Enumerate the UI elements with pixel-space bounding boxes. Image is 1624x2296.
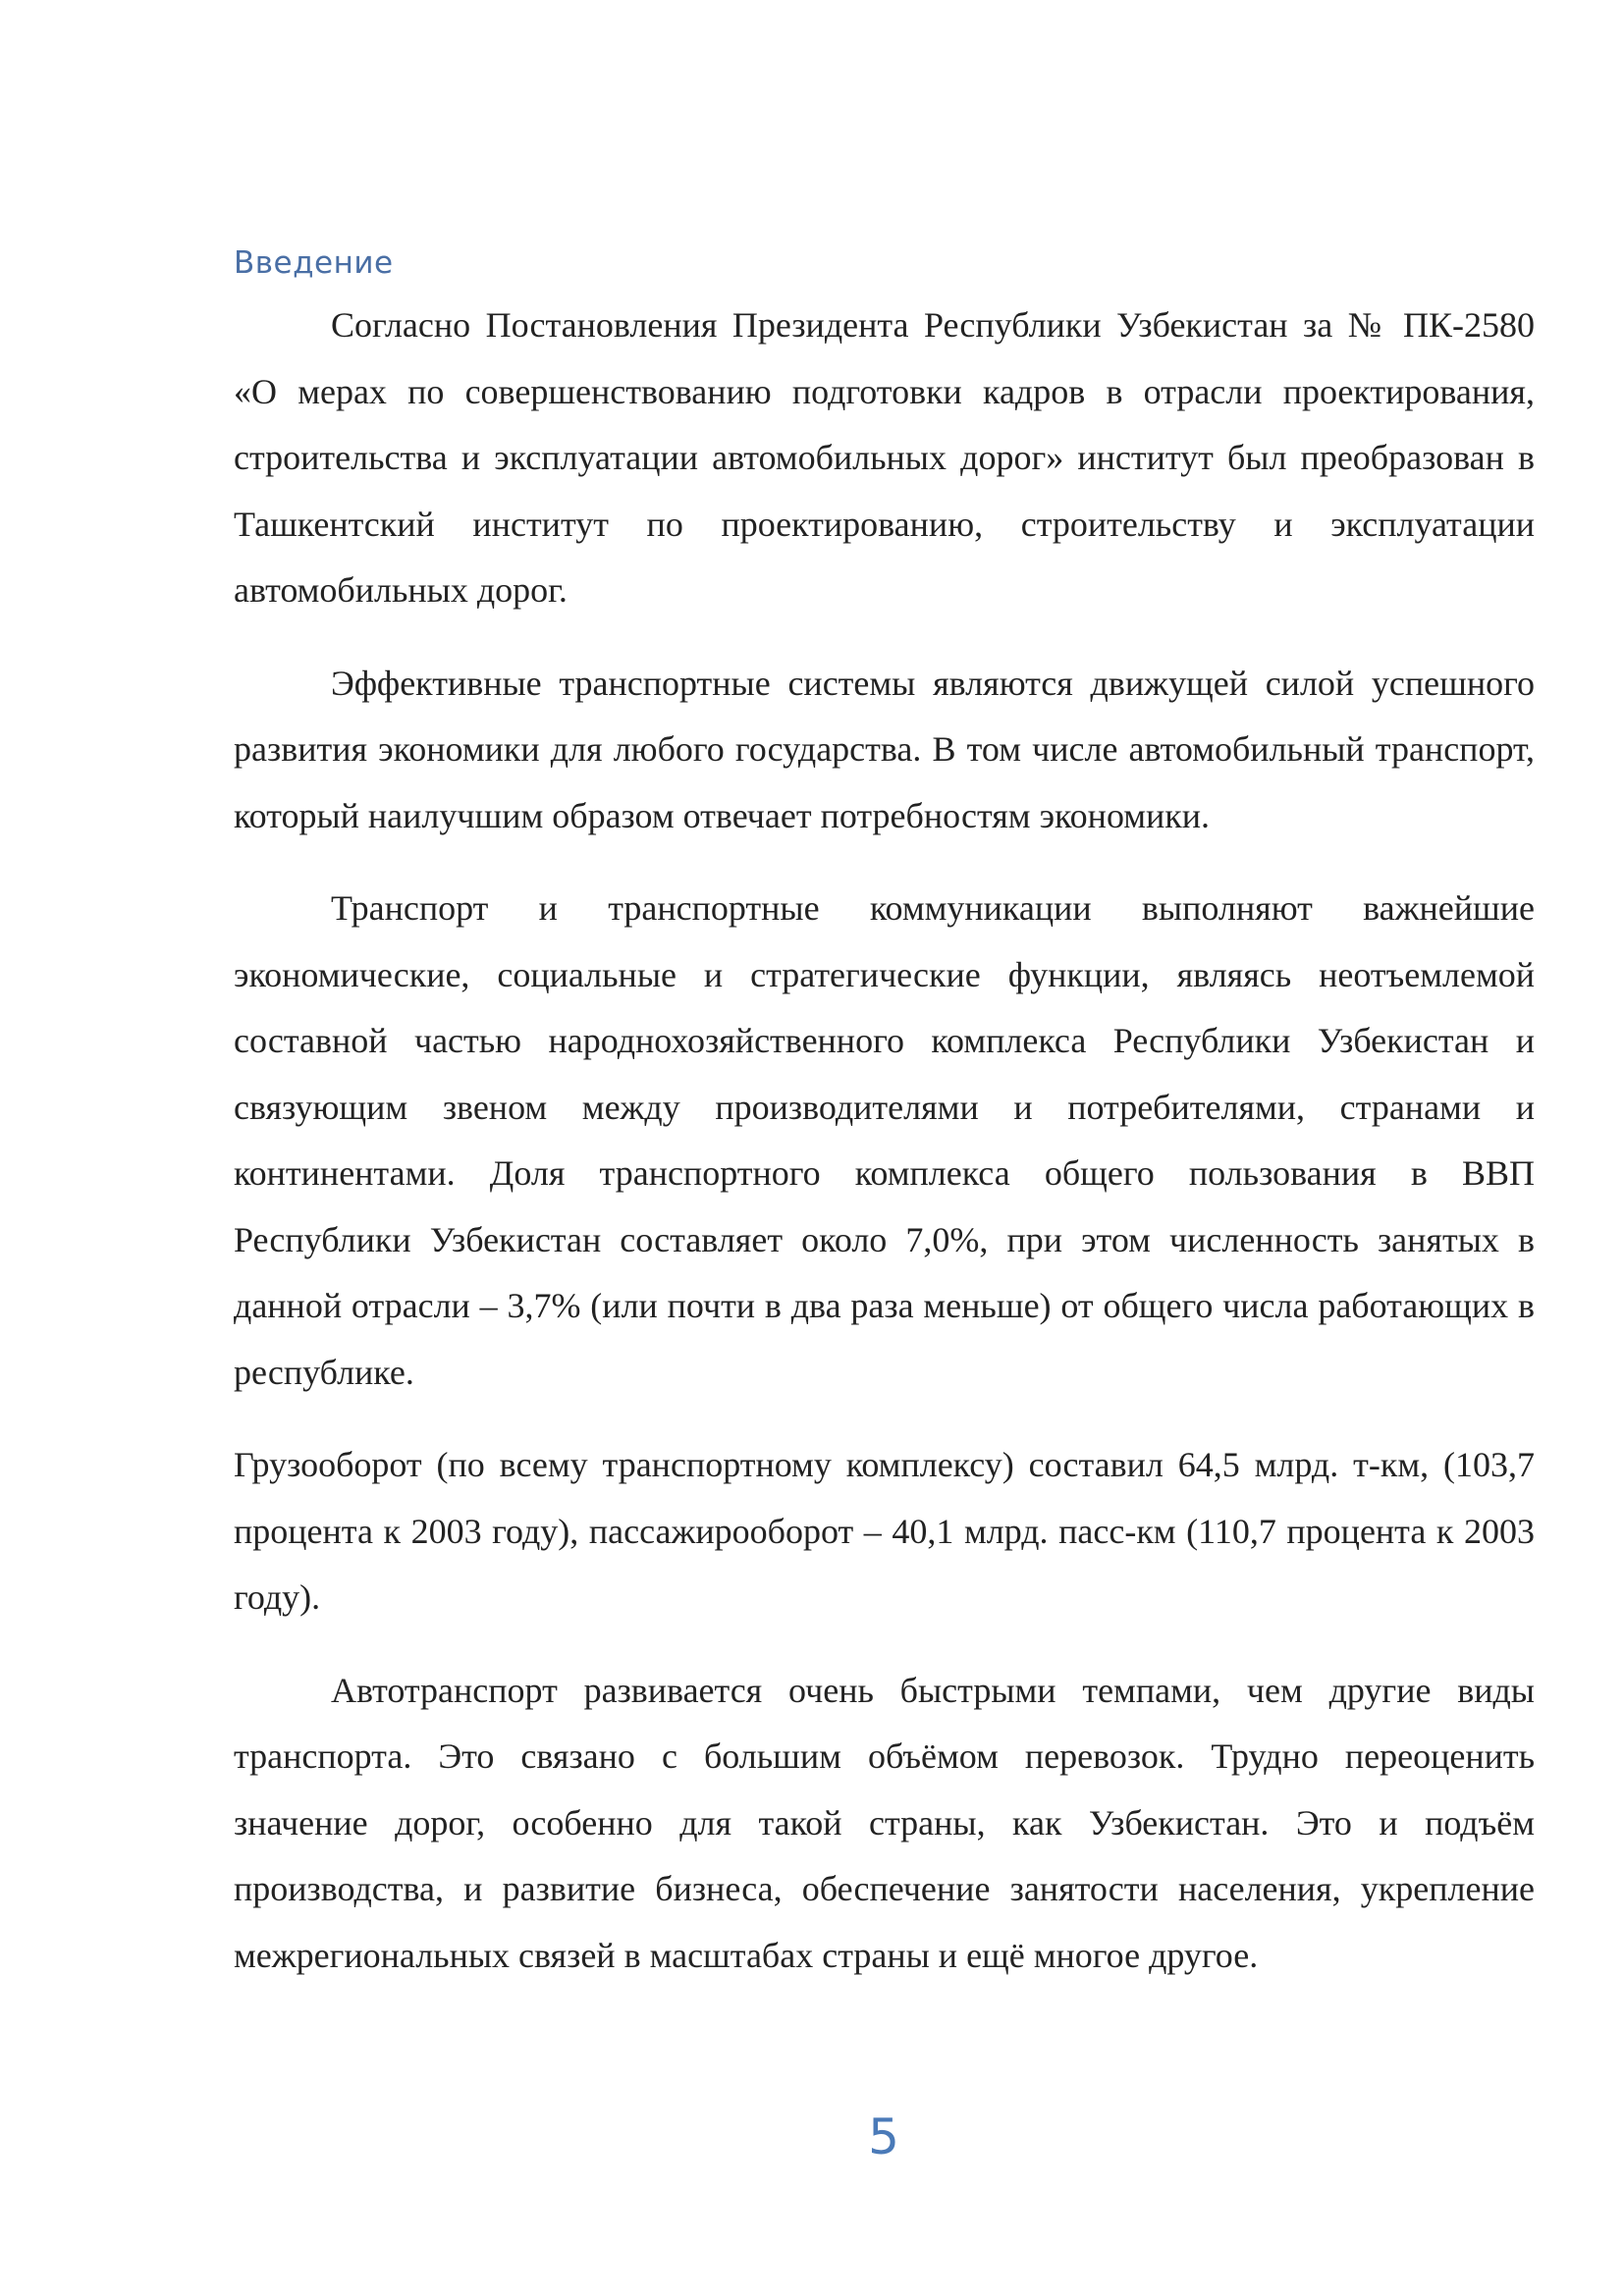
paragraph-transport-systems: Эффективные транспортные системы являются движущей силой успешного развития экономики для любого государства. В том числе автомобильный транспорт, который наилучшим образом отвечает потребностям экономики. <box>234 663 1535 835</box>
paragraph-transport-functions: Транспорт и транспортные коммуникации выполняют важнейшие экономические, социальные и стратегические функции, являясь неотъемлемой составной частью народнохозяйственного комплекса Республики Узбекистан и связующим звеном между производителями и потребителями, странами и континентами. Доля транспортного комплекса общего пользования в ВВП Республики Узбекистан составляет около 7,0%, при этом численность занятых в данной отрасли – 3,7% (или почти в два раза меньше) от общего числа работающих в республике. <box>234 888 1535 1392</box>
page-number: 5 <box>868 2109 899 2165</box>
paragraph-freight-turnover: Грузооборот (по всему транспортному комплексу) составил 64,5 млрд. т-км, (103,7 процента к 2003 году), пассажирооборот – 40,1 млрд. пасс-км (110,7 процента к 2003 году). <box>234 1445 1535 1617</box>
document-body <box>234 293 1535 2015</box>
section-heading: Введение <box>234 245 394 281</box>
paragraph-decree: Согласно Постановления Президента Республики Узбекистан за № ПК-2580 «О мерах по совершенствованию подготовки кадров в отрасли проектирования, строительства и эксплуатации автомобильных дорог» институт был преобразован в Ташкентский институт по проектированию, строительству и эксплуатации автомобильных дорог. <box>234 305 1535 610</box>
paragraph-road-transport: Автотранспорт развивается очень быстрыми темпами, чем другие виды транспорта. Это связано с большим объёмом перевозок. Трудно переоценить значение дорог, особенно для такой страны, как Узбекистан. Это и подъём производства, и развитие бизнеса, обеспечение занятости населения, укрепление межрегиональных связей в масштабах страны и ещё многое другое. <box>234 1670 1535 1975</box>
